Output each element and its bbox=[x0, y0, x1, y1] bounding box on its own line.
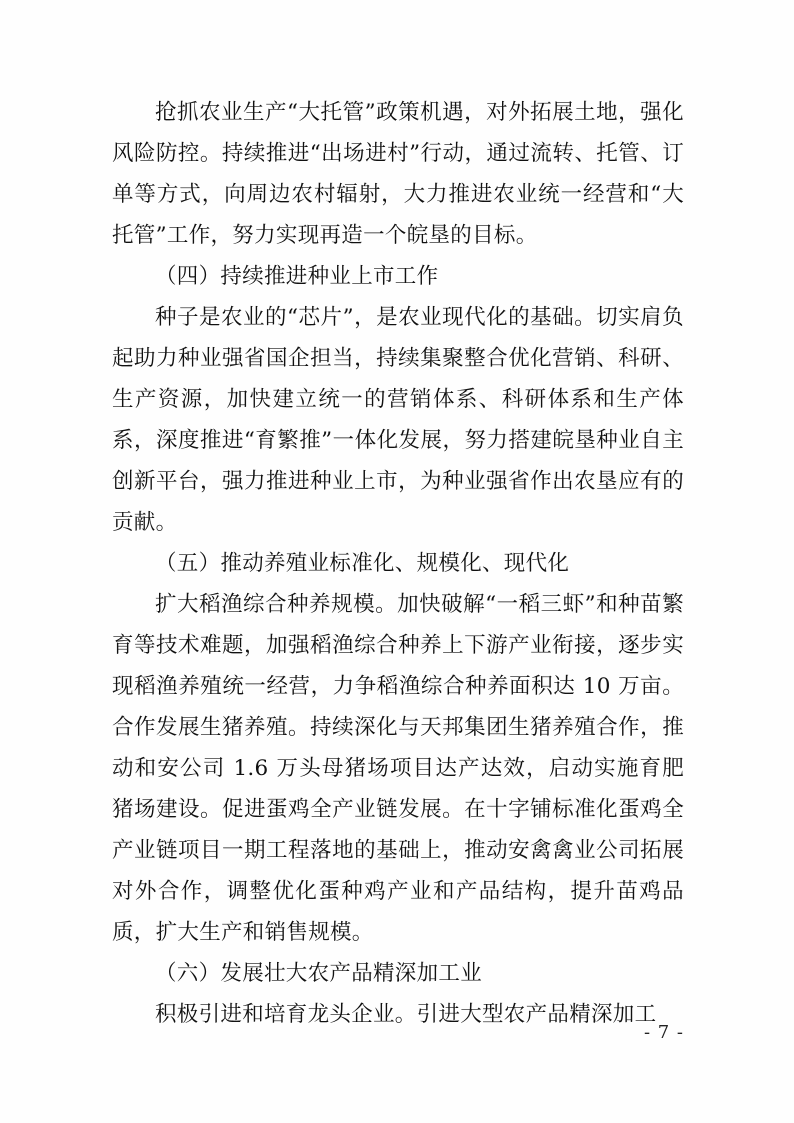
document-body bbox=[112, 92, 684, 1035]
paragraph-policy-opportunity: 抢抓农业生产“大托管”政策机遇，对外拓展土地，强化风险防控。持续推进“出场进村”行动，通过流转、托管、订单等方式，向周边农村辐射，大力推进农业统一经营和“大托管”工作，努力实现再造一个皖垦的目标。 bbox=[112, 100, 684, 248]
heading-section-five: （五）推动养殖业标准化、规模化、现代化 bbox=[155, 551, 570, 576]
paragraph-breeding-industry: 扩大稻渔综合种养规模。加快破解“一稻三虾”和种苗繁育等技术难题，加强稻渔综合种养上下游产业衔接，逐步实现稻渔养殖统一经营，力争稻渔综合种养面积达 10 万亩。合作发展生猪养殖。持续深化与天邦集团生猪养殖合作，推动和安公司 1.6 万头母猪场项目达产达效，启动实施育肥猪场建设。促进蛋鸡全产业链发展。在十字铺标准化蛋鸡全产业链项目一期工程落地的基础上，推动安禽禽业公司拓展对外合作，调整优化蛋种鸡产业和产品结构，提升苗鸡品质，扩大生产和销售规模。 bbox=[112, 592, 684, 945]
paragraph-processing-industry: 积极引进和培育龙头企业。引进大型农产品精深加工 bbox=[155, 1002, 657, 1027]
heading-section-six: （六）发展壮大农产品精深加工业 bbox=[155, 961, 483, 986]
page-number: - 7 - bbox=[643, 1022, 684, 1043]
paragraph-seed-industry: 种子是农业的“芯片”，是农业现代化的基础。切实肩负起助力种业强省国企担当，持续集聚整合优化营销、科研、生产资源，加快建立统一的营销体系、科研体系和生产体系，深度推进“育繁推”一体化发展，努力搭建皖垦种业自主创新平台，强力推进种业上市，为种业强省作出农垦应有的贡献。 bbox=[112, 305, 684, 535]
heading-section-four: （四）持续推进种业上市工作 bbox=[155, 264, 439, 289]
